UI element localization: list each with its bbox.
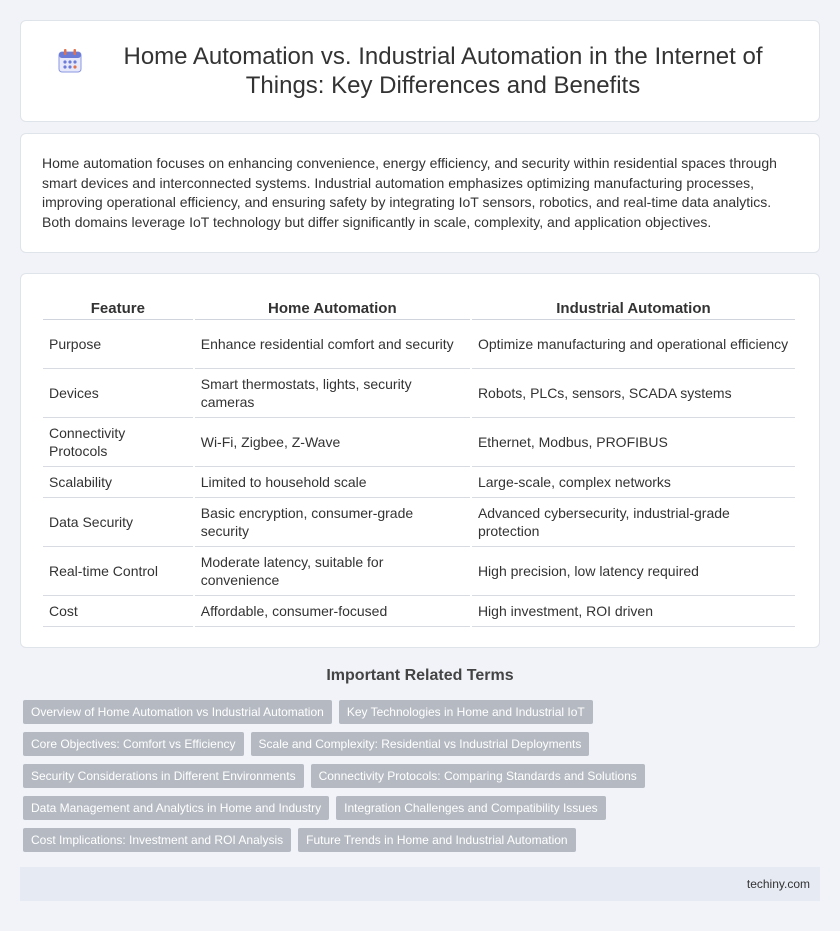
intro-card xyxy=(20,133,820,253)
table-cell-industrial: High investment, ROI driven xyxy=(472,596,795,627)
comparison-table-card xyxy=(20,273,820,648)
tag-row xyxy=(23,828,823,852)
table-row xyxy=(43,596,795,627)
table-row xyxy=(43,369,795,418)
title-wrap xyxy=(57,42,783,100)
table-row xyxy=(43,467,795,498)
calendar-icon xyxy=(57,48,83,74)
table-header-row xyxy=(43,294,795,320)
header-industrial-automation: Industrial Automation xyxy=(472,294,795,320)
table-row xyxy=(43,547,795,596)
table-cell-feature: Cost xyxy=(43,596,193,627)
tag-row xyxy=(23,764,823,788)
header-home-automation: Home Automation xyxy=(195,294,470,320)
table-cell-industrial: Robots, PLCs, sensors, SCADA systems xyxy=(472,369,795,418)
page-title: Home Automation vs. Industrial Automation in the Internet of Things: Key Differences and Benefits xyxy=(123,43,763,99)
title-card xyxy=(20,20,820,122)
table-cell-industrial: Large-scale, complex networks xyxy=(472,467,795,498)
related-term-tag[interactable]: Scale and Complexity: Residential vs Industrial Deployments xyxy=(251,732,590,756)
table-cell-feature: Devices xyxy=(43,369,193,418)
footer xyxy=(20,867,820,901)
table-cell-industrial: Advanced cybersecurity, industrial-grade protection xyxy=(472,498,795,547)
table-cell-home: Wi-Fi, Zigbee, Z-Wave xyxy=(195,418,470,467)
tag-row xyxy=(23,700,823,724)
table-cell-home: Moderate latency, suitable for convenience xyxy=(195,547,470,596)
table-cell-home: Limited to household scale xyxy=(195,467,470,498)
related-term-tag[interactable]: Data Management and Analytics in Home and Industry xyxy=(23,796,329,820)
related-term-tag[interactable]: Connectivity Protocols: Comparing Standards and Solutions xyxy=(311,764,645,788)
intro-paragraph: Home automation focuses on enhancing convenience, energy efficiency, and security within residential spaces through smart devices and interconnected systems. Industrial automation emphasizes optimizing manufacturing processes, improving operational efficiency, and ensuring safety by integrating IoT sensors, robotics, and real-time data analytics. Both domains leverage IoT technology but differ significantly in scale, complexity, and application objectives. xyxy=(42,155,777,230)
table-row xyxy=(43,418,795,467)
tag-row xyxy=(23,732,823,756)
header-feature: Feature xyxy=(43,294,193,320)
table-cell-home: Enhance residential comfort and security xyxy=(195,320,470,369)
footer-site-link[interactable]: techiny.com xyxy=(746,877,810,891)
table-cell-feature: Purpose xyxy=(43,320,193,369)
table-row xyxy=(43,320,795,369)
table-cell-industrial: Ethernet, Modbus, PROFIBUS xyxy=(472,418,795,467)
related-term-tag[interactable]: Cost Implications: Investment and ROI Analysis xyxy=(23,828,291,852)
table-cell-industrial: Optimize manufacturing and operational efficiency xyxy=(472,320,795,369)
table-cell-feature: Real-time Control xyxy=(43,547,193,596)
table-cell-feature: Connectivity Protocols xyxy=(43,418,193,467)
table-cell-home: Affordable, consumer-focused xyxy=(195,596,470,627)
related-term-tag[interactable]: Core Objectives: Comfort vs Efficiency xyxy=(23,732,244,756)
related-terms-heading: Important Related Terms xyxy=(326,667,514,684)
related-term-tag[interactable]: Future Trends in Home and Industrial Automation xyxy=(298,828,575,852)
table-cell-feature: Data Security xyxy=(43,498,193,547)
table-cell-feature: Scalability xyxy=(43,467,193,498)
related-term-tag[interactable]: Overview of Home Automation vs Industrial Automation xyxy=(23,700,332,724)
related-terms-list xyxy=(23,700,823,860)
related-term-tag[interactable]: Key Technologies in Home and Industrial IoT xyxy=(339,700,593,724)
table-row xyxy=(43,498,795,547)
related-term-tag[interactable]: Security Considerations in Different Environments xyxy=(23,764,304,788)
tag-row xyxy=(23,796,823,820)
table-cell-industrial: High precision, low latency required xyxy=(472,547,795,596)
table-cell-home: Smart thermostats, lights, security cameras xyxy=(195,369,470,418)
table-cell-home: Basic encryption, consumer-grade security xyxy=(195,498,470,547)
related-term-tag[interactable]: Integration Challenges and Compatibility Issues xyxy=(336,796,605,820)
comparison-table xyxy=(41,294,797,627)
